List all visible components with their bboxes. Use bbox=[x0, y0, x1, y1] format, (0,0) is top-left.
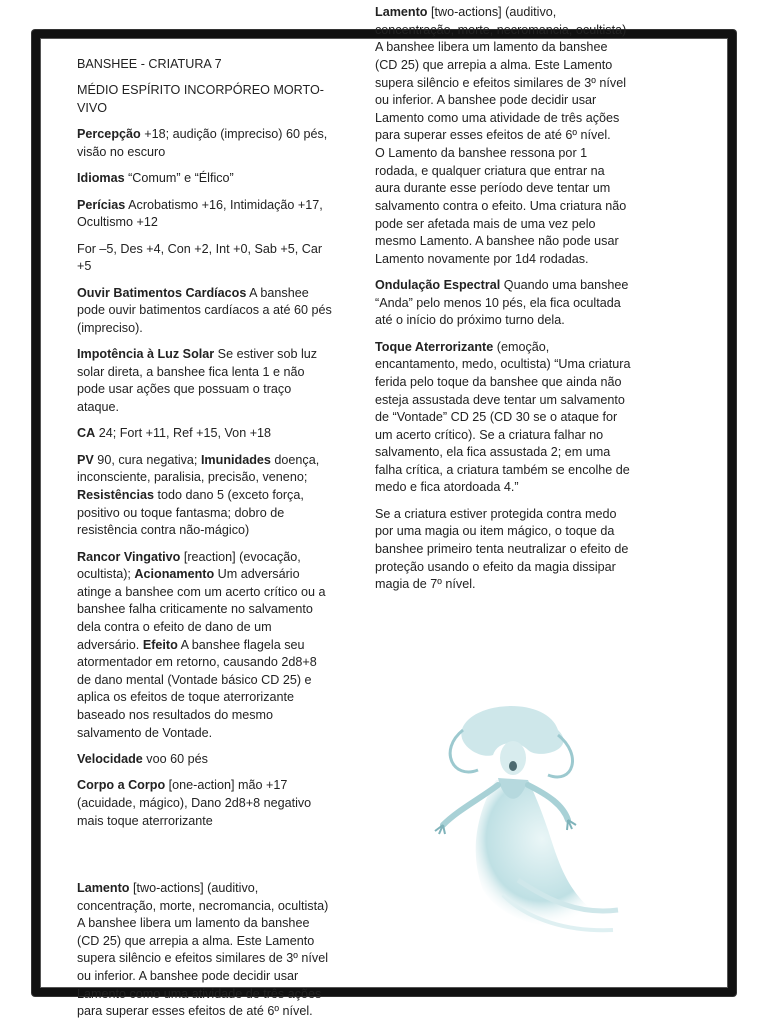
speed-text: voo 60 pés bbox=[142, 751, 208, 766]
wail-resonance: O Lamento da banshee ressona por 1 rodada, e qualquer criatura que entrar na aura durante esse período deve tentar um salvamento contra o efeito. Uma criatura não pode ser afetada mais de uma vez pelo mesmo Lamento. A banshee não pode usar Lamento novamente por 1d4 rodadas. bbox=[375, 146, 627, 266]
pv-text: 90, cura negativa; bbox=[93, 452, 201, 467]
left-column bbox=[77, 56, 333, 839]
speed-line bbox=[77, 751, 333, 769]
right-column bbox=[375, 5, 631, 603]
sunlight-label: Impotência à Luz Solar bbox=[77, 347, 215, 362]
defense-line bbox=[77, 425, 333, 443]
perception-label: Percepção bbox=[77, 127, 141, 142]
touch-text: (emoção, encantamento, medo, ocultista) “Uma criatura ferida pelo toque da banshee que ainda não esteja assustada deve tentar um salvamento de “Vontade” CD 25 (CD 30 se o ataque for um acerto crítico). Se a criatura falhar no salvamento, ela fica assustada 2; em uma falha crítica, a criatura também se encolhe de medo e fica atordoada 4.” bbox=[375, 339, 631, 495]
pv-label: PV bbox=[77, 452, 94, 467]
undulation-label: Ondulação Espectral bbox=[375, 278, 501, 293]
perception-line bbox=[77, 126, 333, 161]
melee-text: [one-action] mão +17 (acuidade, mágico), Dano 2d8+8 negativo mais toque aterrorizante bbox=[77, 778, 312, 828]
rancor-effect-label: Efeito bbox=[142, 637, 178, 652]
wail-left-window bbox=[77, 880, 333, 1019]
immunities-label: Imunidades bbox=[200, 452, 271, 467]
languages-line bbox=[77, 170, 333, 188]
hearing-label: Ouvir Batimentos Cardíacos bbox=[77, 285, 247, 300]
sunlight-text: Se estiver sob luz solar direta, a banshee fica lenta 1 e não pode usar ações que possuam o traço ataque. bbox=[77, 347, 318, 415]
banshee-illustration bbox=[408, 700, 628, 940]
wail-right-window bbox=[375, 4, 631, 143]
speed-label: Velocidade bbox=[77, 751, 143, 766]
skills-text: Acrobatismo +16, Intimidação +17, Ocultismo +12 bbox=[77, 197, 323, 230]
resistances-label: Resistências bbox=[77, 488, 155, 503]
hearing-text: A banshee pode ouvir batimentos cardíacos a até 60 pés (impreciso). bbox=[77, 285, 332, 335]
rancor-ability bbox=[77, 549, 333, 743]
melee-label: Corpo a Corpo bbox=[77, 778, 166, 793]
skills-label: Perícias bbox=[77, 197, 126, 212]
rancor-text-2: Um adversário atinge a banshee com um acerto crítico ou a banshee falha criticamente no salvamento dela contra o efeito de dano de um adversário. bbox=[77, 567, 326, 652]
wail-text-continued: [two-actions] (auditivo, concentração, morte, necromancia, ocultista) A banshee libera um lamento da banshee (CD 25) que arrepia a alma. Este Lamento supera silêncio e efeitos similares de 3º nível ou inferior. A banshee pode decidir usar Lamento como uma atividade de três ações para superar esses efeitos de até 6º nível. bbox=[375, 5, 627, 143]
rancor-trigger-label: Acionamento bbox=[134, 567, 215, 582]
skills-line bbox=[77, 197, 333, 232]
rancor-label: Rancor Vingativo bbox=[77, 549, 181, 564]
ca-label: CA bbox=[77, 426, 96, 441]
creature-title: BANSHEE - CRIATURA 7 bbox=[77, 57, 222, 71]
touch-ability bbox=[375, 339, 631, 497]
perception-text: +18; audição (impreciso) 60 pés, visão no escuro bbox=[77, 127, 328, 159]
rancor-text-3: A banshee flagela seu atormentador em retorno, causando 2d8+8 de dano mental (Vontade básico CD 25) e aplica os efeitos de toque aterrorizante baseado nos resultados do mesmo salvamento de Vontade. bbox=[77, 637, 317, 740]
undulation-text: Quando uma banshee “Anda” pelo menos 10 pés, ela fica ocultada até o início do próximo turno dela. bbox=[375, 278, 629, 328]
undulation-ability bbox=[375, 277, 631, 330]
wail-label: Lamento bbox=[77, 881, 130, 895]
ca-text: 24; Fort +11, Ref +15, Von +18 bbox=[95, 426, 272, 441]
languages-text: “Comum” e “Élfico” bbox=[124, 171, 234, 186]
immunities-text: doença, inconsciente, paralisia, precisão, veneno; bbox=[77, 452, 320, 485]
hp-line bbox=[77, 452, 333, 540]
attributes-line: For –5, Des +4, Con +2, Int +0, Sab +5, Car +5 bbox=[77, 241, 323, 274]
wail-ability-continued bbox=[375, 4, 631, 145]
wail-text: [two-actions] (auditivo, concentração, morte, necromancia, ocultista) A banshee libera um lamento da banshee (CD 25) que arrepia a alma. Este Lamento supera silêncio e efeitos similares de 3º nível ou inferior. A banshee pode decidir usar Lamento como uma atividade de três ações para superar esses efeitos de até 6º nível. bbox=[77, 881, 329, 1019]
resistances-text: todo dano 5 (exceto força, positivo ou toque fantasma; dobro de resistência contra não-mágico) bbox=[77, 488, 304, 538]
wail-ability bbox=[77, 880, 333, 1021]
touch-protection: Se a criatura estiver protegida contra medo por uma magia ou item mágico, o toque da banshee primeiro tenta neutralizar o efeito de proteção usando o efeito da magia dissipar magia de 7º nível. bbox=[375, 506, 629, 592]
melee-line bbox=[77, 777, 333, 830]
sunlight-ability bbox=[77, 346, 333, 416]
creature-traits: MÉDIO ESPÍRITO INCORPÓREO MORTO-VIVO bbox=[77, 83, 325, 115]
touch-label: Toque Aterrorizante bbox=[375, 339, 494, 354]
rancor-text-1: [reaction] (evocação, ocultista); bbox=[77, 549, 301, 582]
hearing-ability bbox=[77, 285, 333, 338]
languages-label: Idiomas bbox=[77, 171, 125, 186]
wail-label-hidden: Lamento bbox=[375, 5, 428, 20]
